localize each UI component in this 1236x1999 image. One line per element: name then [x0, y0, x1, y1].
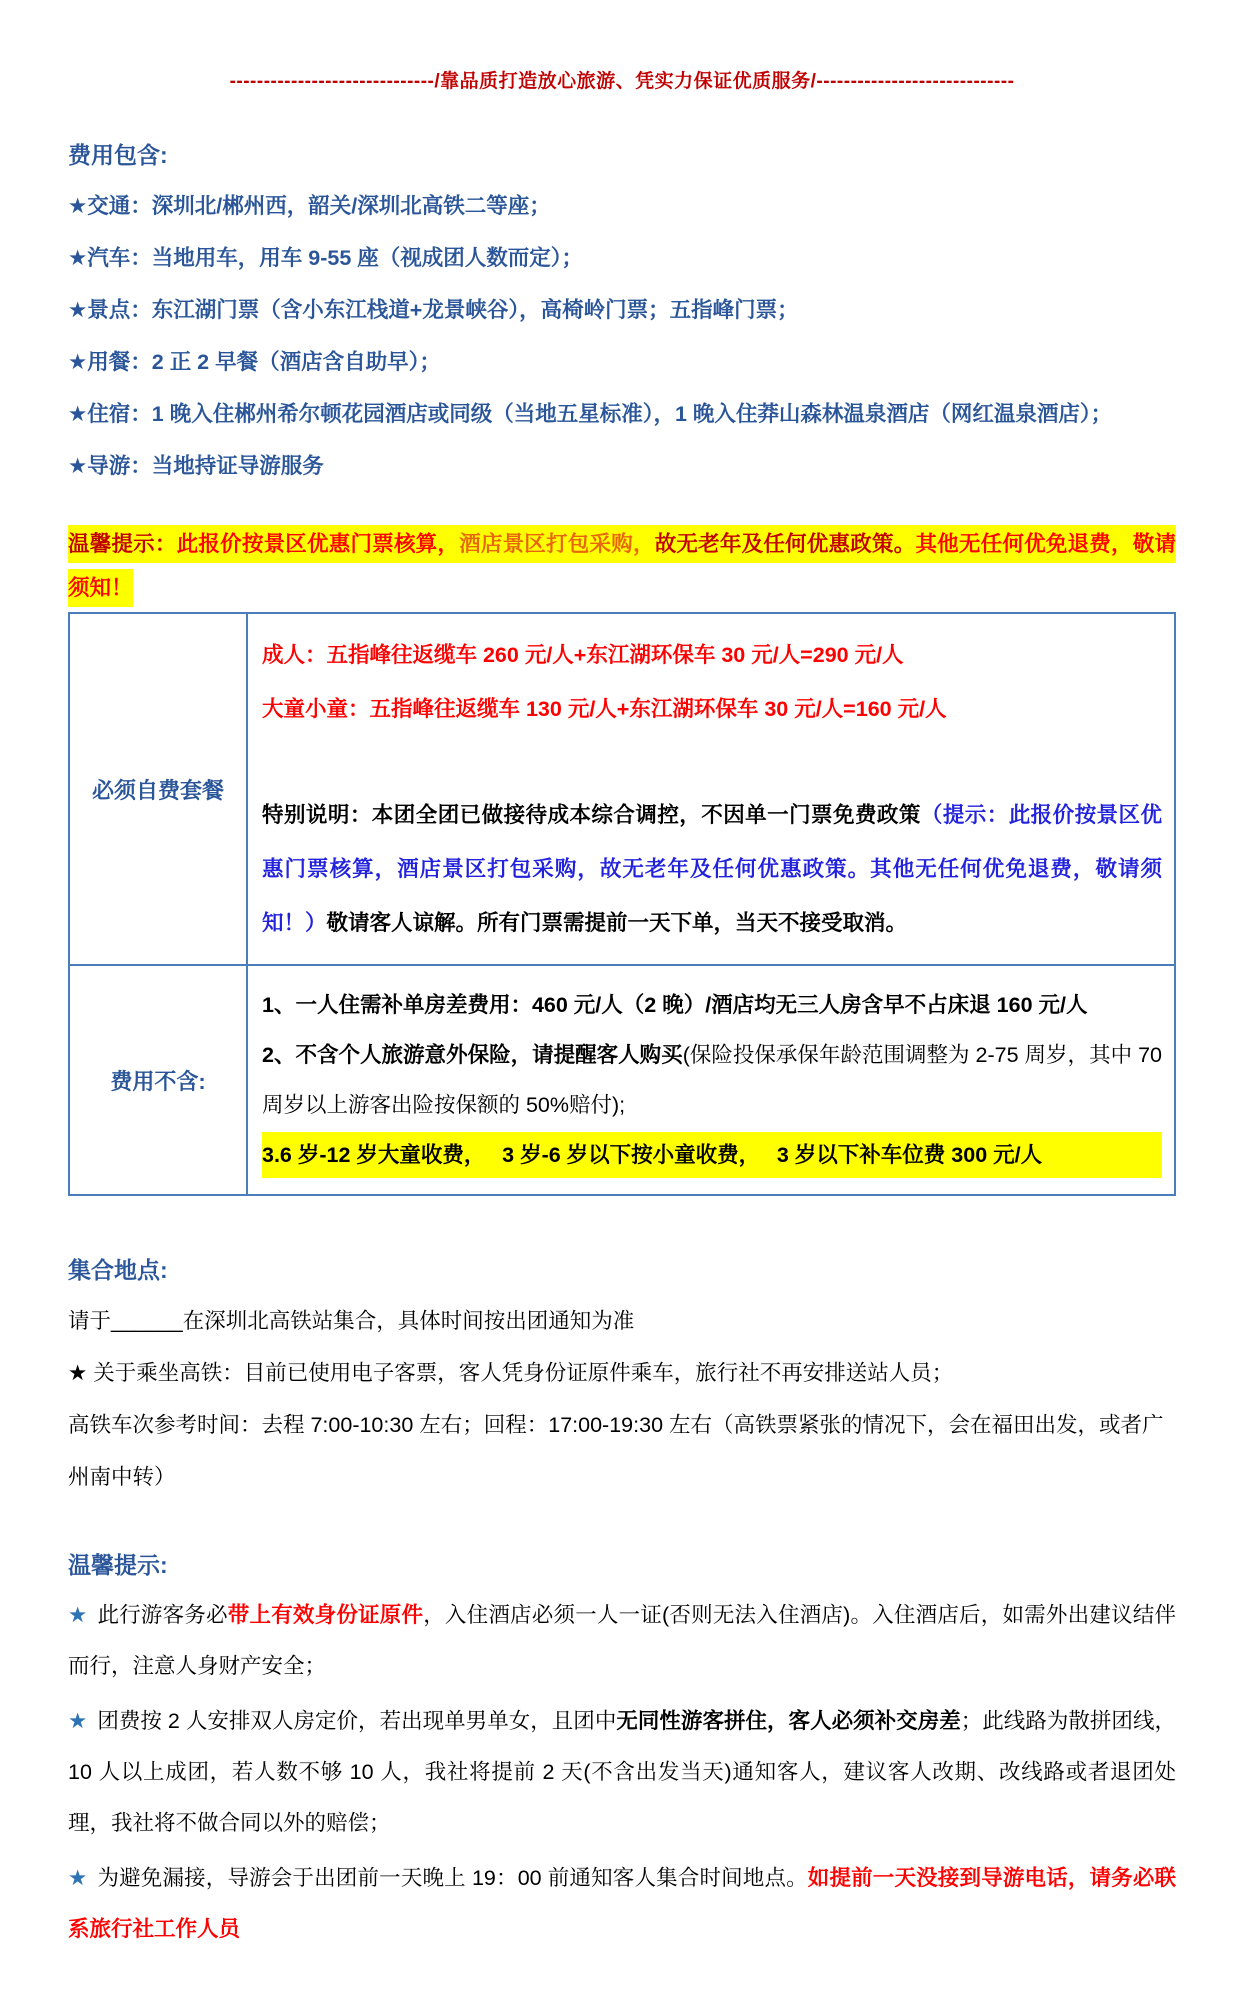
excluded-item-child-policy	[262, 1130, 1162, 1180]
star-icon: ★	[68, 1603, 88, 1627]
tip1-red-text: 带上有效身份证原件	[227, 1603, 424, 1627]
notice-segment-1: 此报价按景区优惠门票核算，	[177, 525, 459, 563]
child-price-line: 大童小童：五指峰往返缆车 130 元/人+东江湖环保车 30 元/人=160 元/人	[262, 697, 947, 721]
excluded-item-single-room: 1、一人住需补单房差费用：460 元/人（2 晚）/酒店均无三人房含早不占床退 160 元/人	[262, 993, 1088, 1017]
meeting-point-heading: 集合地点:	[68, 1257, 168, 1283]
fees-excluded-content	[247, 965, 1175, 1195]
spacer	[262, 736, 1162, 788]
fees-included-list	[68, 180, 1176, 492]
star-icon: ★	[68, 1709, 88, 1733]
fees-included-heading: 费用包含:	[68, 142, 168, 168]
adult-price-line: 成人：五指峰往返缆车 260 元/人+东江湖环保车 30 元/人=290 元/人	[262, 643, 904, 667]
tip2-text-b: ；此线路为散拼团线，10 人以上成团，若人数不够 10 人，我社将提前 2 天(不含出发当天)通知客人，建议客人改期、改线路或者退团处理，我社将不做合同以外的赔偿；	[68, 1709, 1176, 1835]
fee-item-accommodation: ★住宿：1 晚入住郴州希尔顿花园酒店或同级（当地五星标准），1 晚入住莽山森林温泉酒店（网红温泉酒店）；	[68, 402, 1113, 426]
fee-item-meals: ★用餐：2 正 2 早餐（酒店含自助早）；	[68, 350, 441, 374]
meeting-line-eticket: ★ 关于乘坐高铁：目前已使用电子客票，客人凭身份证原件乘车，旅行社不再安排送站人员；	[68, 1361, 954, 1385]
tip-room-sharing	[68, 1696, 1176, 1849]
special-note-black-1: 特别说明：本团全团已做接待成本综合调控，不因单一门票免费政策	[262, 803, 921, 827]
fees-excluded-label: 费用不含:	[69, 965, 247, 1195]
meeting-line-location: 请于______在深圳北高铁站集合，具体时间按出团通知为准	[68, 1309, 635, 1333]
tip3-text-a: 为避免漏接，导游会于出团前一天晚上 19：00 前通知客人集合时间地点。	[97, 1866, 808, 1890]
tip2-bold-text: 无同性游客拼住，客人必须补交房差	[616, 1709, 961, 1733]
notice-segment-2: 酒店景区打包采购，	[459, 525, 655, 563]
tip3-red-text: 如提前一天没接到导游电话，请务必联系旅行社工作人员	[68, 1866, 1176, 1941]
tip1-text-b: ，入住酒店必须一人一证(否则无法入住酒店)。入住酒店后，如需外出建议结伴而行，注意人身财产安全；	[68, 1603, 1176, 1678]
highlighted-notice	[68, 522, 1176, 610]
fee-item-vehicle: ★汽车：当地用车，用车 9-55 座（视成团人数而定）；	[68, 246, 584, 270]
warm-tips-heading: 温馨提示:	[68, 1552, 168, 1578]
fee-item-attractions: ★景点：东江湖门票（含小东江栈道+龙景峡谷），高椅岭门票；五指峰门票；	[68, 298, 799, 322]
excluded-item-insurance	[262, 1030, 1162, 1130]
fee-item-transport: ★交通：深圳北/郴州西，韶关/深圳北高铁二等座；	[68, 194, 551, 218]
child-policy-highlight: 3.6 岁-12 岁大童收费， 3 岁-6 岁以下按小童收费， 3 岁以下补车位费 300 元/人	[262, 1132, 1162, 1178]
pricing-table	[68, 612, 1176, 1196]
star-icon: ★	[68, 1866, 88, 1890]
table-row-selfpay-package	[69, 613, 1175, 965]
meeting-point-section	[68, 1252, 1176, 1503]
notice-prefix: 温馨提示：	[68, 525, 177, 563]
notice-segment-5: 敬请须知！	[68, 525, 1176, 607]
selfpay-package-content	[247, 613, 1175, 965]
insurance-normal-text: (保险投保承保年龄范围调整为 2-75 周岁，其中 70 周岁以上游客出险按保额的 50%赔付);	[262, 1043, 1162, 1117]
warm-tips-section	[68, 1547, 1176, 1955]
tip-guide-contact	[68, 1853, 1176, 1955]
table-row-fees-excluded	[69, 965, 1175, 1195]
special-note-black-2: 敬请客人谅解。所有门票需提前一天下单，当天不接受取消。	[326, 911, 908, 935]
tip2-text-a: 团费按 2 人安排双人房定价，若出现单男单女，且团中	[97, 1709, 617, 1733]
tip-id-card	[68, 1590, 1176, 1692]
special-note-paragraph	[262, 788, 1162, 950]
meeting-line-train-times: 高铁车次参考时间：去程 7:00-10:30 左右；回程：17:00-19:30 左右（高铁票紧张的情况下，会在福田出发，或者广州南中转）	[68, 1413, 1164, 1489]
notice-segment-4: 其他无任何优免退费，	[915, 525, 1132, 563]
fee-item-guide: ★导游：当地持证导游服务	[68, 454, 324, 478]
insurance-bold-text: 2、不含个人旅游意外保险，请提醒客人购买	[262, 1043, 683, 1067]
tip1-text-a: 此行游客务必	[97, 1603, 228, 1627]
special-note-blue: （提示：此报价按景区优惠门票核算，酒店景区打包采购，故无老年及任何优惠政策。其他无任何优免退费，敬请须知！）	[262, 803, 1162, 935]
notice-segment-3: 故无老年及任何优惠政策。	[655, 525, 916, 563]
selfpay-package-label: 必须自费套餐	[69, 613, 247, 965]
quality-slogan-banner: ------------------------------/靠品质打造放心旅游、凭实力保证优质服务/-----------------------------	[229, 71, 1015, 92]
